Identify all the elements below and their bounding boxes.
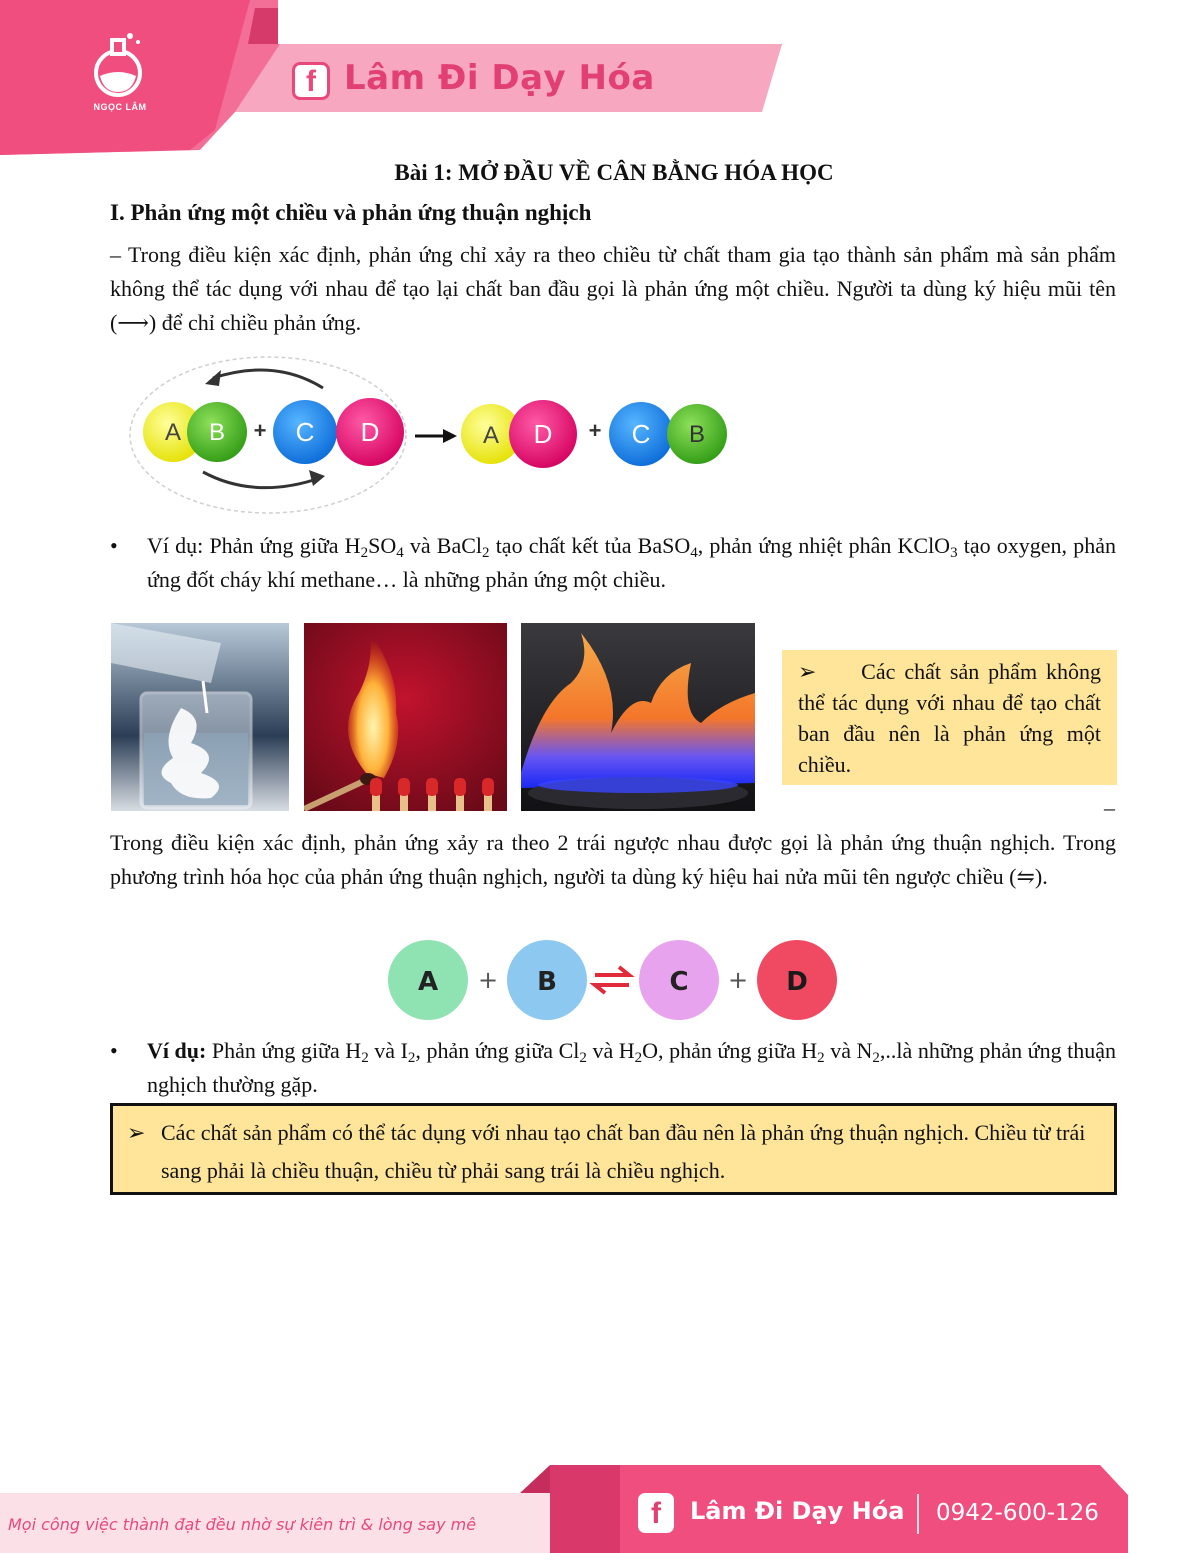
arrow-bullet-icon: ➢	[798, 659, 817, 684]
reactant-label: A	[164, 419, 182, 446]
species-label: C	[669, 967, 689, 997]
reactant-label: D	[360, 417, 380, 447]
section-heading: I. Phản ứng một chiều và phản ứng thuận nghịch	[110, 200, 592, 225]
facebook-icon: f	[292, 62, 330, 100]
reversible-note: ➢ Các chất sản phẩm có thể tác dụng với nhau tạo chất ban đầu nên là phản ứng thuận nghịch. Chiều từ trái sang phải là chiều thuận, chiều từ phải sang trái là chiều nghịch.	[110, 1103, 1117, 1195]
product-label: B	[688, 421, 706, 448]
example-one-way: • Ví dụ: Phản ứng giữa $H_2SO_4$ và BaCl$_2$ tạo chất kết tủa BaSO$_4$, phản ứng nhiệt phân KClO$_3$ tạo oxygen, phản ứng đốt cháy khí methane… là những phản ứng một chiều.	[110, 533, 1116, 592]
logo-text: NGỌC LÂM	[93, 102, 147, 112]
plus-sign: +	[253, 418, 267, 443]
intro-paragraph: – Trong điều kiện xác định, phản ứng chỉ xảy ra theo chiều từ chất tham gia tạo thành sản phẩm mà sản phẩm không thể tác dụng với nhau để tạo lại chất ban đầu gọi là phản ứng một chiều. Người ta dùng ký hiệu mũi tên (⟶) để chỉ chiều phản ứng.	[110, 242, 1116, 335]
product-label: D	[533, 419, 553, 449]
brand-logo	[80, 28, 160, 128]
species-label: D	[786, 967, 808, 997]
reversible-reaction-diagram	[385, 935, 840, 1025]
plus-sign: +	[477, 966, 499, 994]
page-title: Bài 1: MỞ ĐẦU VỀ CÂN BẰNG HÓA HỌC	[394, 160, 834, 185]
plus-sign: +	[727, 966, 749, 994]
footer-brand-name: Lâm Đi Dạy Hóa	[690, 1497, 905, 1525]
one-way-reaction-diagram	[125, 350, 745, 520]
gas-flame-photo	[521, 623, 755, 811]
match-flame-photo	[304, 623, 507, 811]
precipitate-photo	[111, 623, 289, 811]
species-label: B	[537, 967, 557, 997]
footer-divider	[917, 1494, 919, 1534]
arrow-bullet-icon: ➢	[127, 1120, 146, 1145]
footer-slogan: Mọi công việc thành đạt đều nhờ sự kiên trì & lòng say mê	[8, 1515, 477, 1534]
product-label: A	[482, 422, 500, 449]
plus-sign: +	[588, 418, 602, 443]
example-reversible: • Ví dụ: Phản ứng giữa $H_2$ và $I_2$, phản ứng giữa $Cl_2$ và $H_2O$, phản ứng giữa $H_2$ và $N_2,..là$ những phản ứng thuận nghịch thường gặp.	[110, 1038, 1117, 1097]
reactant-label: B	[208, 419, 226, 446]
product-label: C	[631, 419, 651, 449]
one-way-note: ➢ Các chất sản phẩm không thể tác dụng với nhau để tạo chất ban đầu nên là phản ứng một chiều.	[782, 650, 1117, 785]
dash-mark: –	[1104, 795, 1115, 820]
reversible-paragraph: Trong điều kiện xác định, phản ứng xảy ra theo 2 trái ngược nhau được gọi là phản ứng thuận nghịch. Trong phương trình hóa học của phản ứng thuận nghịch, người ta dùng ký hiệu hai nửa mũi tên ngược chiều (⇋).	[110, 830, 1116, 889]
species-label: A	[417, 967, 439, 997]
flask-icon	[80, 28, 160, 103]
brand-name: Lâm Đi Dạy Hóa	[344, 58, 655, 98]
footer-phone: 0942-600-126	[936, 1500, 1099, 1526]
reactant-label: C	[295, 417, 315, 447]
equilibrium-arrow-icon	[595, 967, 629, 993]
facebook-icon: f	[638, 1493, 674, 1533]
